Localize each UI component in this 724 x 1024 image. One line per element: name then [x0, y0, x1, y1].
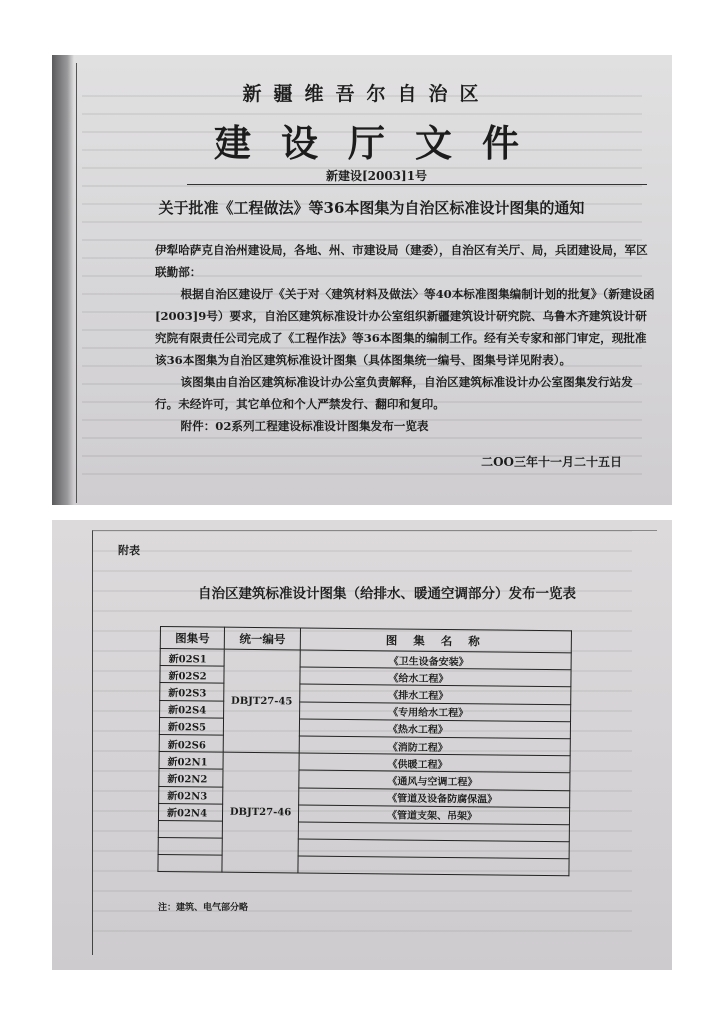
notice-sheet	[76, 63, 656, 503]
header-code: 图集号	[160, 627, 224, 650]
code-cell	[158, 855, 222, 873]
notice-photo	[52, 55, 672, 505]
paragraph-1: 根据自治区建设厅《关于对〈建筑材料及做法〉等40本标准图集编制计划的批复》（新建设函[2003]9号）要求，自治区建筑标准设计办公室组织新疆建筑设计研究院、乌鲁木齐建筑设计研究院有限责任公司完成了《工程作法》等36本图集的编制工作。经有关专家和部门审定，现批准该36本图集为自治区建筑标准设计图集（具体图集统一编号、图集号详见附表）。	[155, 287, 655, 367]
code-cell: 新02N4	[158, 803, 222, 821]
code-cell: 新02N2	[159, 769, 223, 787]
code-cell: 新02S3	[160, 683, 224, 701]
code-cell	[158, 838, 222, 856]
appendix-title: 自治区建筑标准设计图集（给排水、暖通空调部分）发布一览表	[198, 586, 576, 602]
header-name: 图 集 名 称	[300, 628, 571, 653]
name-cell: 《管道支架、吊架》	[298, 805, 569, 825]
catalog-table	[157, 626, 572, 877]
name-cell: 《管道及设备防腐保温》	[299, 787, 570, 807]
recipients: 伊犁哈萨克自治州建设局，各地、州、市建设局（建委），自治区有关厅、局，兵团建设局，军区联勤部：	[155, 243, 648, 279]
paragraph-2: 该图集由自治区建筑标准设计办公室负责解释，自治区建筑标准设计办公室图集发行站发行。未经许可，其它单位和个人严禁发行、翻印和复印。	[155, 375, 633, 411]
code-cell: 新02N1	[159, 752, 223, 770]
table-row	[158, 855, 569, 876]
attachment-line: 附件：02系列工程建设标准设计图集发布一览表	[180, 419, 429, 433]
name-cell: 《专用给水工程》	[300, 702, 571, 722]
document-number: 新建设[2003]1号	[325, 169, 428, 183]
header-rule	[187, 184, 647, 185]
photo-edge-shadow	[52, 55, 74, 505]
name-cell: 《热水工程》	[299, 719, 570, 739]
code-cell: 新02S5	[159, 717, 223, 735]
name-cell: 《供暖工程》	[299, 753, 570, 773]
code-cell: 新02S2	[160, 666, 224, 684]
code-cell: 新02S1	[160, 649, 224, 667]
code-cell	[158, 820, 222, 838]
name-cell: 《给水工程》	[300, 667, 571, 687]
name-cell: 《排水工程》	[300, 684, 571, 704]
name-cell	[298, 856, 569, 876]
appendix-tag: 附表	[118, 544, 140, 557]
issue-date: 二OO三年十一月二十五日	[481, 455, 622, 469]
header-unified: 统一编号	[224, 627, 300, 650]
unified-cell: DBJT27-46	[222, 752, 299, 873]
unified-cell: DBJT27-45	[223, 649, 300, 753]
appendix-photo	[52, 520, 672, 970]
code-cell: 新02N3	[159, 786, 223, 804]
notice-title: 关于批准《工程做法》等36本图集为自治区标准设计图集的通知	[158, 199, 585, 217]
code-cell: 新02S4	[160, 700, 224, 718]
code-cell: 新02S6	[159, 734, 223, 752]
issuer-region: 新疆维吾尔自治区	[242, 83, 491, 105]
name-cell: 《消防工程》	[299, 736, 570, 756]
appendix-note: 注：建筑、电气部分略	[158, 903, 249, 913]
name-cell: 《卫生设备安装》	[300, 650, 571, 670]
issuer-department: 建设厅文件	[214, 121, 549, 165]
name-cell: 《通风与空调工程》	[299, 770, 570, 790]
notice-body	[155, 239, 655, 437]
